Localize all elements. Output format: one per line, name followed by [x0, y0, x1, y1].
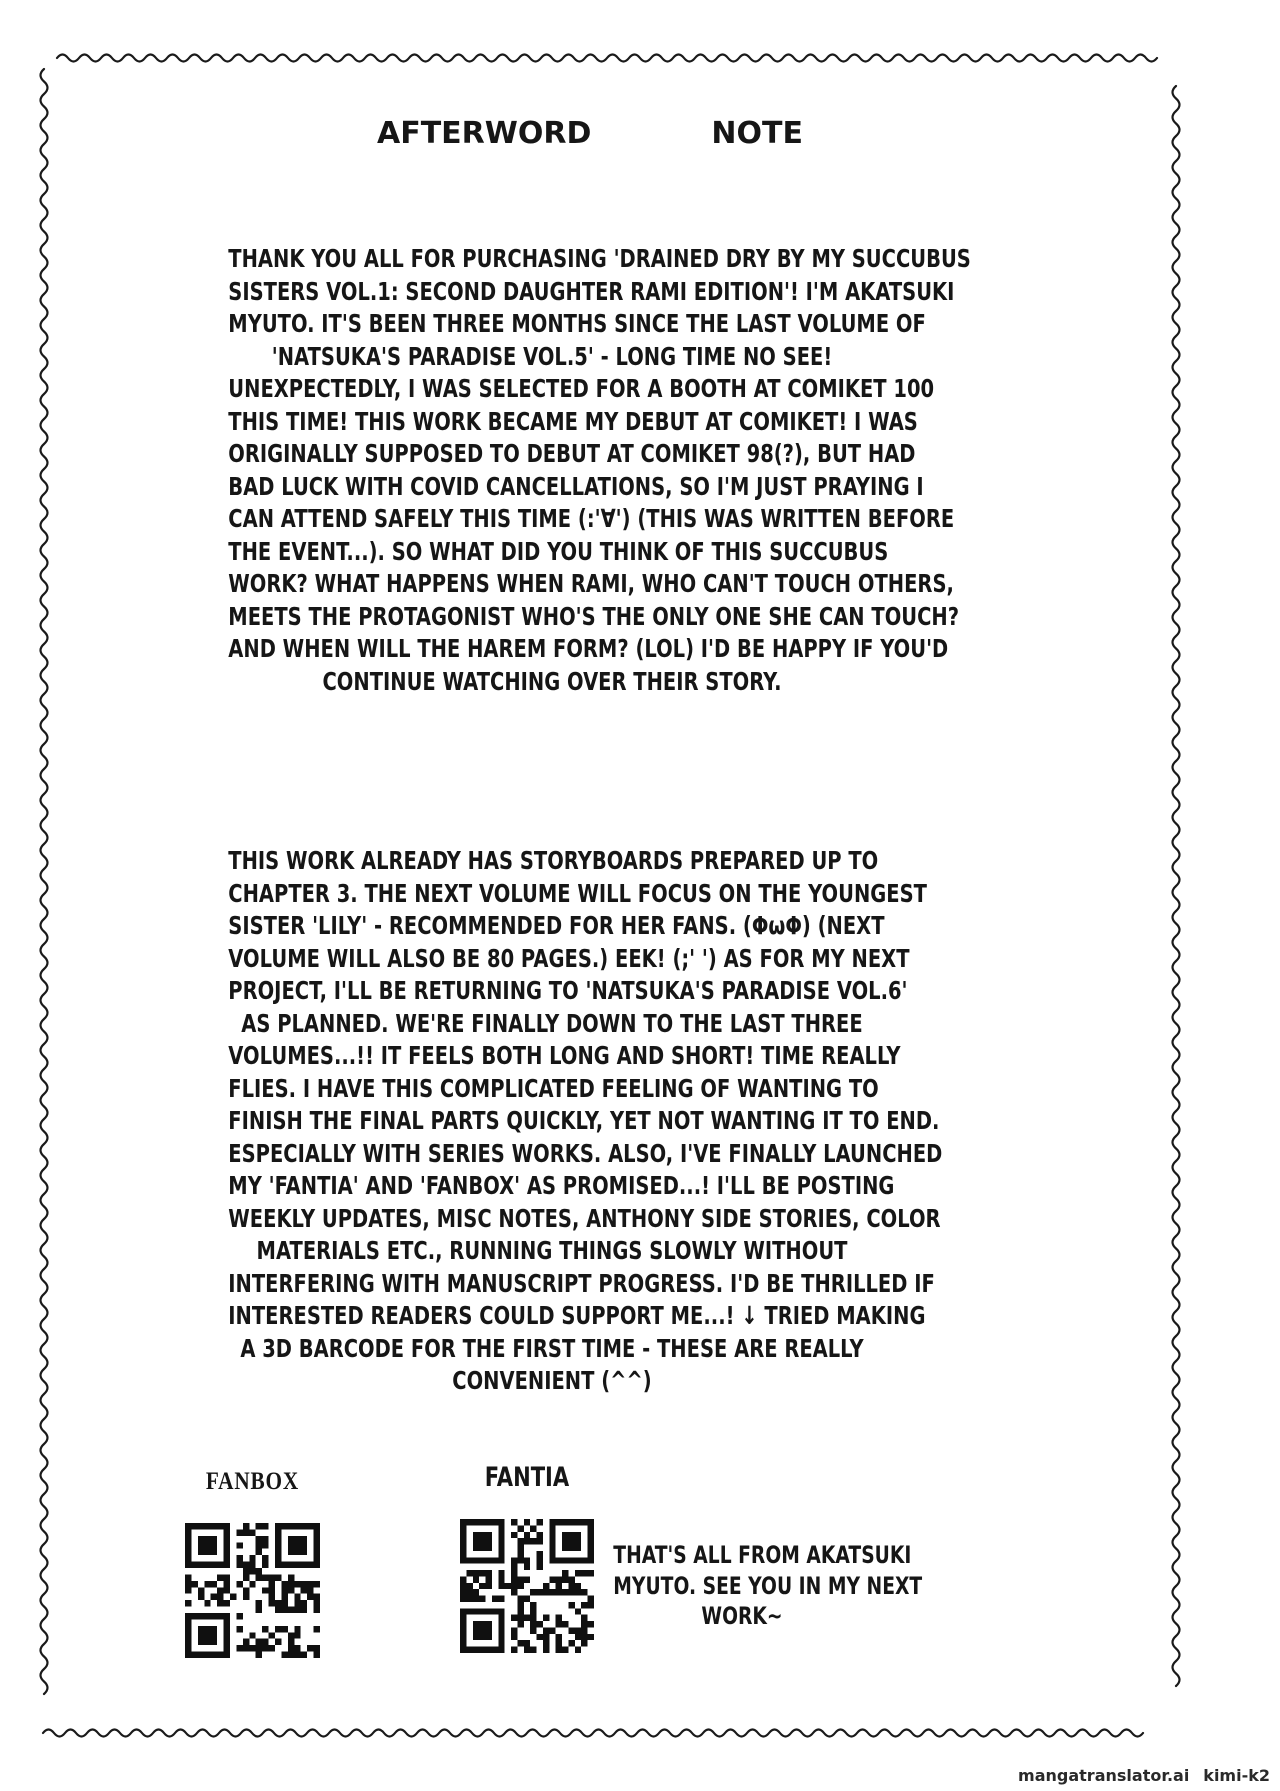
- watermark: [1018, 1766, 1270, 1785]
- fantia-label: FANTIA: [484, 1462, 570, 1493]
- paragraph-line: FINISH THE FINAL PARTS QUICKLY, YET NOT WANTING IT TO END.: [228, 1106, 940, 1135]
- border-left-wave: [41, 69, 48, 1694]
- closing-line: WORK~: [701, 1602, 783, 1630]
- title-note: NOTE: [711, 116, 803, 151]
- paragraph-line: ORIGINALLY SUPPOSED TO DEBUT AT COMIKET 98(?), BUT HAD: [228, 439, 916, 468]
- closing-line: MYUTO. SEE YOU IN MY NEXT: [613, 1571, 923, 1600]
- closing-line: THAT'S ALL FROM AKATSUKI: [613, 1541, 912, 1569]
- paragraph-line: ESPECIALLY WITH SERIES WORKS. ALSO, I'VE FINALLY LAUNCHED: [228, 1138, 943, 1168]
- fanbox-qr-code-icon: [185, 1523, 320, 1658]
- border-bottom-wave: [43, 1730, 1143, 1737]
- border-top-wave: [57, 55, 1157, 62]
- paragraph-line: A 3D BARCODE FOR THE FIRST TIME - THESE ARE REALLY: [240, 1333, 864, 1363]
- paragraph-line: INTERESTED READERS COULD SUPPORT ME...! ↓ TRIED MAKING: [228, 1301, 926, 1330]
- paragraph-line: WEEKLY UPDATES, MISC NOTES, ANTHONY SIDE STORIES, COLOR: [228, 1203, 941, 1233]
- paragraph-line: MATERIALS ETC., RUNNING THINGS SLOWLY WITHOUT: [256, 1236, 848, 1265]
- paragraph-line: MY 'FANTIA' AND 'FANBOX' AS PROMISED...! I'LL BE POSTING: [228, 1171, 895, 1200]
- paragraph-line: THE EVENT...). SO WHAT DID YOU THINK OF THIS SUCCUBUS: [228, 536, 889, 566]
- watermark-site: mangatranslator.ai: [1018, 1766, 1190, 1785]
- paragraph-line: FLIES. I HAVE THIS COMPLICATED FEELING OF WANTING TO: [228, 1073, 879, 1103]
- paragraph-line: SISTERS VOL.1: SECOND DAUGHTER RAMI EDITION'! I'M AKATSUKI: [228, 276, 955, 306]
- paragraph-line: PROJECT, I'LL BE RETURNING TO 'NATSUKA'S PARADISE VOL.6': [228, 976, 908, 1005]
- paragraph-line: THANK YOU ALL FOR PURCHASING 'DRAINED DRY BY MY SUCCUBUS: [228, 244, 971, 273]
- paragraph-line: THIS TIME! THIS WORK BECAME MY DEBUT AT COMIKET! I WAS: [228, 406, 918, 436]
- paragraph-line: CONTINUE WATCHING OVER THEIR STORY.: [322, 666, 782, 696]
- page-title: [377, 116, 803, 151]
- fantia-qr-code-icon: [460, 1519, 594, 1653]
- paragraph-line: CHAPTER 3. THE NEXT VOLUME WILL FOCUS ON THE YOUNGEST: [228, 878, 927, 908]
- paragraph-line: VOLUME WILL ALSO BE 80 PAGES.) EEK! (;' ') AS FOR MY NEXT: [228, 943, 910, 973]
- closing-note: [577, 1540, 923, 1632]
- paragraph-line: VOLUMES...!! IT FEELS BOTH LONG AND SHORT! TIME REALLY: [228, 1041, 901, 1070]
- fanbox-label: FANBOX: [205, 1468, 300, 1495]
- paragraph-line: WORK? WHAT HAPPENS WHEN RAMI, WHO CAN'T TOUCH OTHERS,: [228, 569, 954, 598]
- afterword-paragraph-2: [137, 845, 967, 1398]
- watermark-model: kimi-k2: [1203, 1766, 1270, 1785]
- paragraph-line: CONVENIENT (^^): [452, 1366, 652, 1395]
- paragraph-line: THIS WORK ALREADY HAS STORYBOARDS PREPARED UP TO: [228, 846, 879, 875]
- afterword-paragraph-1: [137, 243, 971, 698]
- paragraph-line: INTERFERING WITH MANUSCRIPT PROGRESS. I'D BE THRILLED IF: [228, 1268, 935, 1298]
- paragraph-line: CAN ATTEND SAFELY THIS TIME (:'∀') (THIS WAS WRITTEN BEFORE: [228, 504, 955, 533]
- paragraph-line: AND WHEN WILL THE HAREM FORM? (LOL) I'D BE HAPPY IF YOU'D: [228, 634, 949, 663]
- paragraph-line: MEETS THE PROTAGONIST WHO'S THE ONLY ONE SHE CAN TOUCH?: [228, 601, 960, 631]
- border-right-wave: [1173, 86, 1180, 1686]
- paragraph-line: SISTER 'LILY' - RECOMMENDED FOR HER FANS. (ΦωΦ) (NEXT: [228, 911, 885, 940]
- paragraph-line: UNEXPECTEDLY, I WAS SELECTED FOR A BOOTH AT COMIKET 100: [228, 374, 935, 403]
- paragraph-line: AS PLANNED. WE'RE FINALLY DOWN TO THE LAST THREE: [241, 1008, 863, 1038]
- title-afterword: AFTERWORD: [377, 116, 592, 151]
- paragraph-line: BAD LUCK WITH COVID CANCELLATIONS, SO I'M JUST PRAYING I: [228, 471, 924, 501]
- paragraph-line: MYUTO. IT'S BEEN THREE MONTHS SINCE THE LAST VOLUME OF: [228, 309, 926, 338]
- paragraph-line: 'NATSUKA'S PARADISE VOL.5' - LONG TIME NO SEE!: [271, 341, 833, 371]
